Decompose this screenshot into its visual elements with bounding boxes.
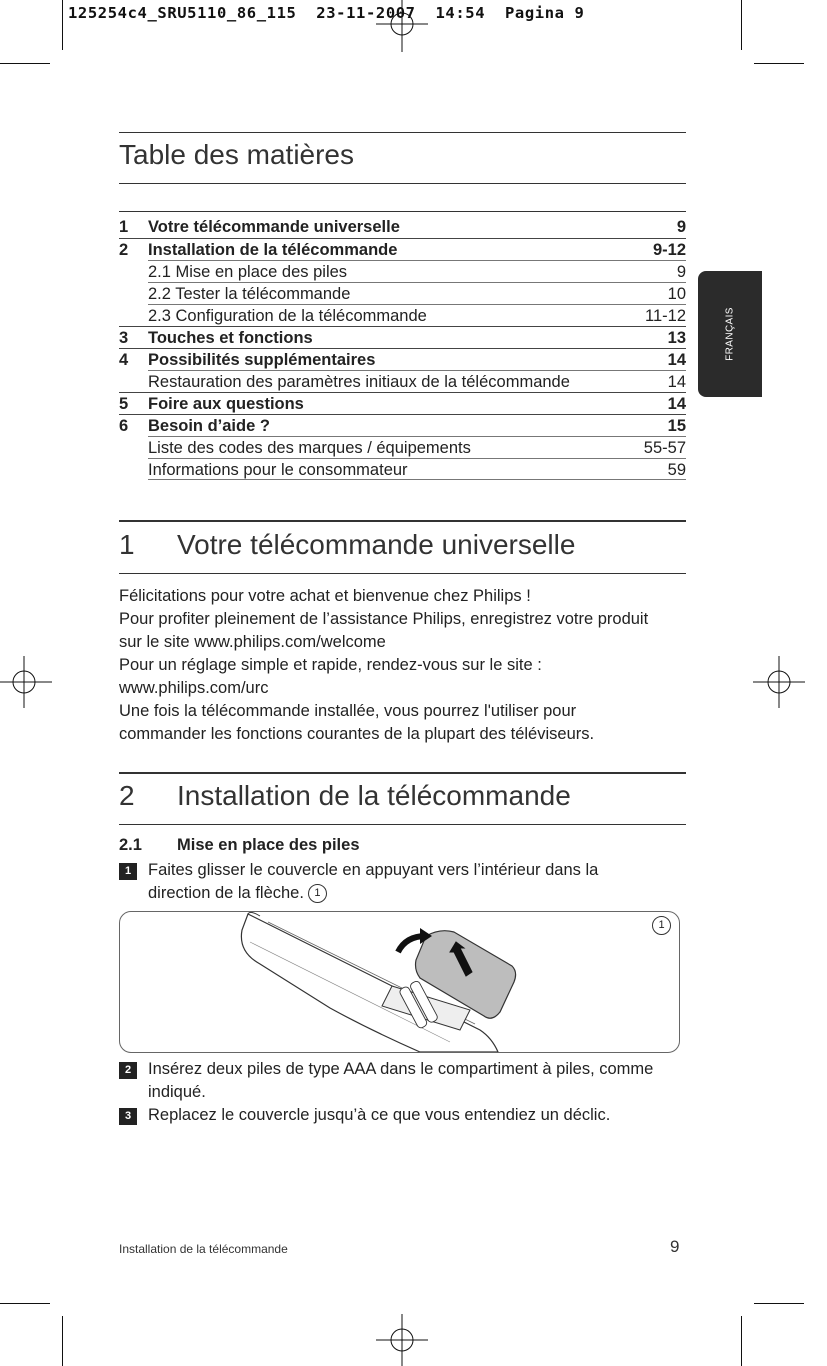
toc-entry-title: Foire aux questions: [148, 395, 304, 413]
step-line: indiqué.: [148, 1083, 206, 1101]
toc-row[interactable]: [119, 414, 686, 436]
step-line: Replacez le couvercle jusqu’à ce que vous entendiez un déclic.: [148, 1106, 611, 1124]
subsection-heading: [119, 836, 360, 855]
table-of-contents: [119, 216, 686, 480]
toc-title: Table des matières: [119, 139, 355, 170]
toc-number: 5: [119, 395, 129, 413]
registration-mark-icon: [376, 0, 428, 52]
toc-row[interactable]: [148, 282, 686, 304]
crop-mark: [0, 63, 50, 64]
section-title: Installation de la télécommande: [177, 780, 571, 811]
rule: [119, 772, 686, 774]
language-tab-label: FRANÇAIS: [724, 307, 736, 361]
toc-entry-title: Informations pour le consommateur: [148, 461, 408, 479]
section-heading: [119, 780, 571, 812]
body-line: www.philips.com/urc: [119, 679, 269, 697]
body-line: Pour profiter pleinement de l’assistance Philips, enregistrez votre produit: [119, 610, 649, 628]
instruction-step: [119, 859, 686, 905]
figure-number: 1: [652, 916, 671, 935]
instruction-step: [119, 1058, 686, 1104]
toc-page: 9-12: [652, 241, 686, 259]
figure-ref: 1: [308, 884, 327, 903]
toc-entry-title: Votre télécommande universelle: [148, 218, 400, 236]
toc-entry-title: Installation de la télécommande: [148, 241, 398, 259]
section-title: Votre télécommande universelle: [177, 529, 576, 560]
toc-page: 13: [667, 329, 686, 347]
toc-page: 9: [676, 263, 686, 281]
registration-mark-icon: [0, 656, 52, 708]
body-line: commander les fonctions courantes de la plupart des téléviseurs.: [119, 725, 595, 743]
section-number: 1: [119, 529, 135, 560]
rule: [119, 211, 686, 212]
toc-row[interactable]: [119, 348, 686, 370]
toc-page: 10: [667, 285, 686, 303]
toc-entry-title: Besoin d’aide ?: [148, 417, 270, 435]
remote-control-icon: [120, 912, 679, 1052]
rule: [119, 824, 686, 825]
section-number: 2: [119, 780, 135, 811]
instruction-step: [119, 1104, 686, 1127]
toc-page: 11-12: [645, 307, 686, 325]
registration-mark-icon: [376, 1314, 428, 1366]
body-line: sur le site www.philips.com/welcome: [119, 633, 386, 651]
page-number: 9: [670, 1237, 680, 1256]
print-slug: 125254c4_SRU5110_86_115 23-11-2007 14:54 Pagina 9: [68, 4, 585, 22]
toc-page: 14: [667, 395, 686, 413]
rule: [119, 132, 686, 133]
body-line: Pour un réglage simple et rapide, rendez-vous sur le site :: [119, 656, 542, 674]
crop-mark: [754, 63, 804, 64]
toc-page: 15: [667, 417, 686, 435]
section-heading: [119, 529, 575, 561]
subsection-number: 2.1: [119, 836, 142, 854]
toc-page: 55-57: [643, 439, 686, 457]
toc-row[interactable]: [119, 216, 686, 238]
toc-entry-title: Liste des codes des marques / équipements: [148, 439, 471, 457]
rule: [119, 520, 686, 522]
crop-mark: [0, 1303, 50, 1304]
registration-mark-icon: [753, 656, 805, 708]
toc-page: 9: [676, 218, 686, 236]
toc-number: 1: [119, 218, 129, 236]
toc-row[interactable]: [148, 304, 686, 326]
toc-row[interactable]: [148, 370, 686, 392]
crop-mark: [62, 1316, 63, 1366]
step-badge: 3: [119, 1108, 137, 1125]
toc-row[interactable]: [148, 436, 686, 458]
battery-installation-illustration: [119, 911, 680, 1053]
step-line: Insérez deux piles de type AAA dans le compartiment à piles, comme: [148, 1060, 654, 1078]
toc-row[interactable]: [148, 458, 686, 480]
toc-number: 2: [119, 241, 129, 259]
body-line: Une fois la télécommande installée, vous pourrez l'utiliser pour: [119, 702, 577, 720]
toc-page: 59: [667, 461, 686, 479]
toc-entry-title: 2.1 Mise en place des piles: [148, 263, 348, 281]
language-tab: [698, 271, 762, 397]
body-line: Félicitations pour votre achat et bienvenue chez Philips !: [119, 587, 531, 605]
toc-entry-title: 2.2 Tester la télécommande: [148, 285, 351, 303]
toc-page: 14: [667, 351, 686, 369]
toc-entry-title: Restauration des paramètres initiaux de la télécommande: [148, 373, 570, 391]
toc-row[interactable]: [119, 326, 686, 348]
toc-entry-title: Possibilités supplémentaires: [148, 351, 376, 369]
toc-page: 14: [667, 373, 686, 391]
rule: [119, 183, 686, 184]
subsection-title: Mise en place des piles: [177, 836, 360, 854]
toc-number: 6: [119, 417, 129, 435]
step-badge: 1: [119, 863, 137, 880]
crop-mark: [741, 1316, 742, 1366]
toc-row[interactable]: [119, 238, 686, 260]
step-line: Faites glisser le couvercle en appuyant vers l’intérieur dans la: [148, 861, 599, 879]
step-badge: 2: [119, 1062, 137, 1079]
crop-mark: [754, 1303, 804, 1304]
crop-mark: [62, 0, 63, 50]
rule: [119, 573, 686, 574]
toc-row[interactable]: [119, 392, 686, 414]
toc-entry-title: Touches et fonctions: [148, 329, 313, 347]
section-body: [119, 585, 686, 746]
running-footer-title: Installation de la télécommande: [119, 1242, 288, 1256]
crop-mark: [741, 0, 742, 50]
toc-number: 3: [119, 329, 129, 347]
step-line: direction de la flèche.: [148, 884, 304, 902]
toc-number: 4: [119, 351, 129, 369]
toc-row[interactable]: [148, 260, 686, 282]
toc-entry-title: 2.3 Configuration de la télécommande: [148, 307, 427, 325]
